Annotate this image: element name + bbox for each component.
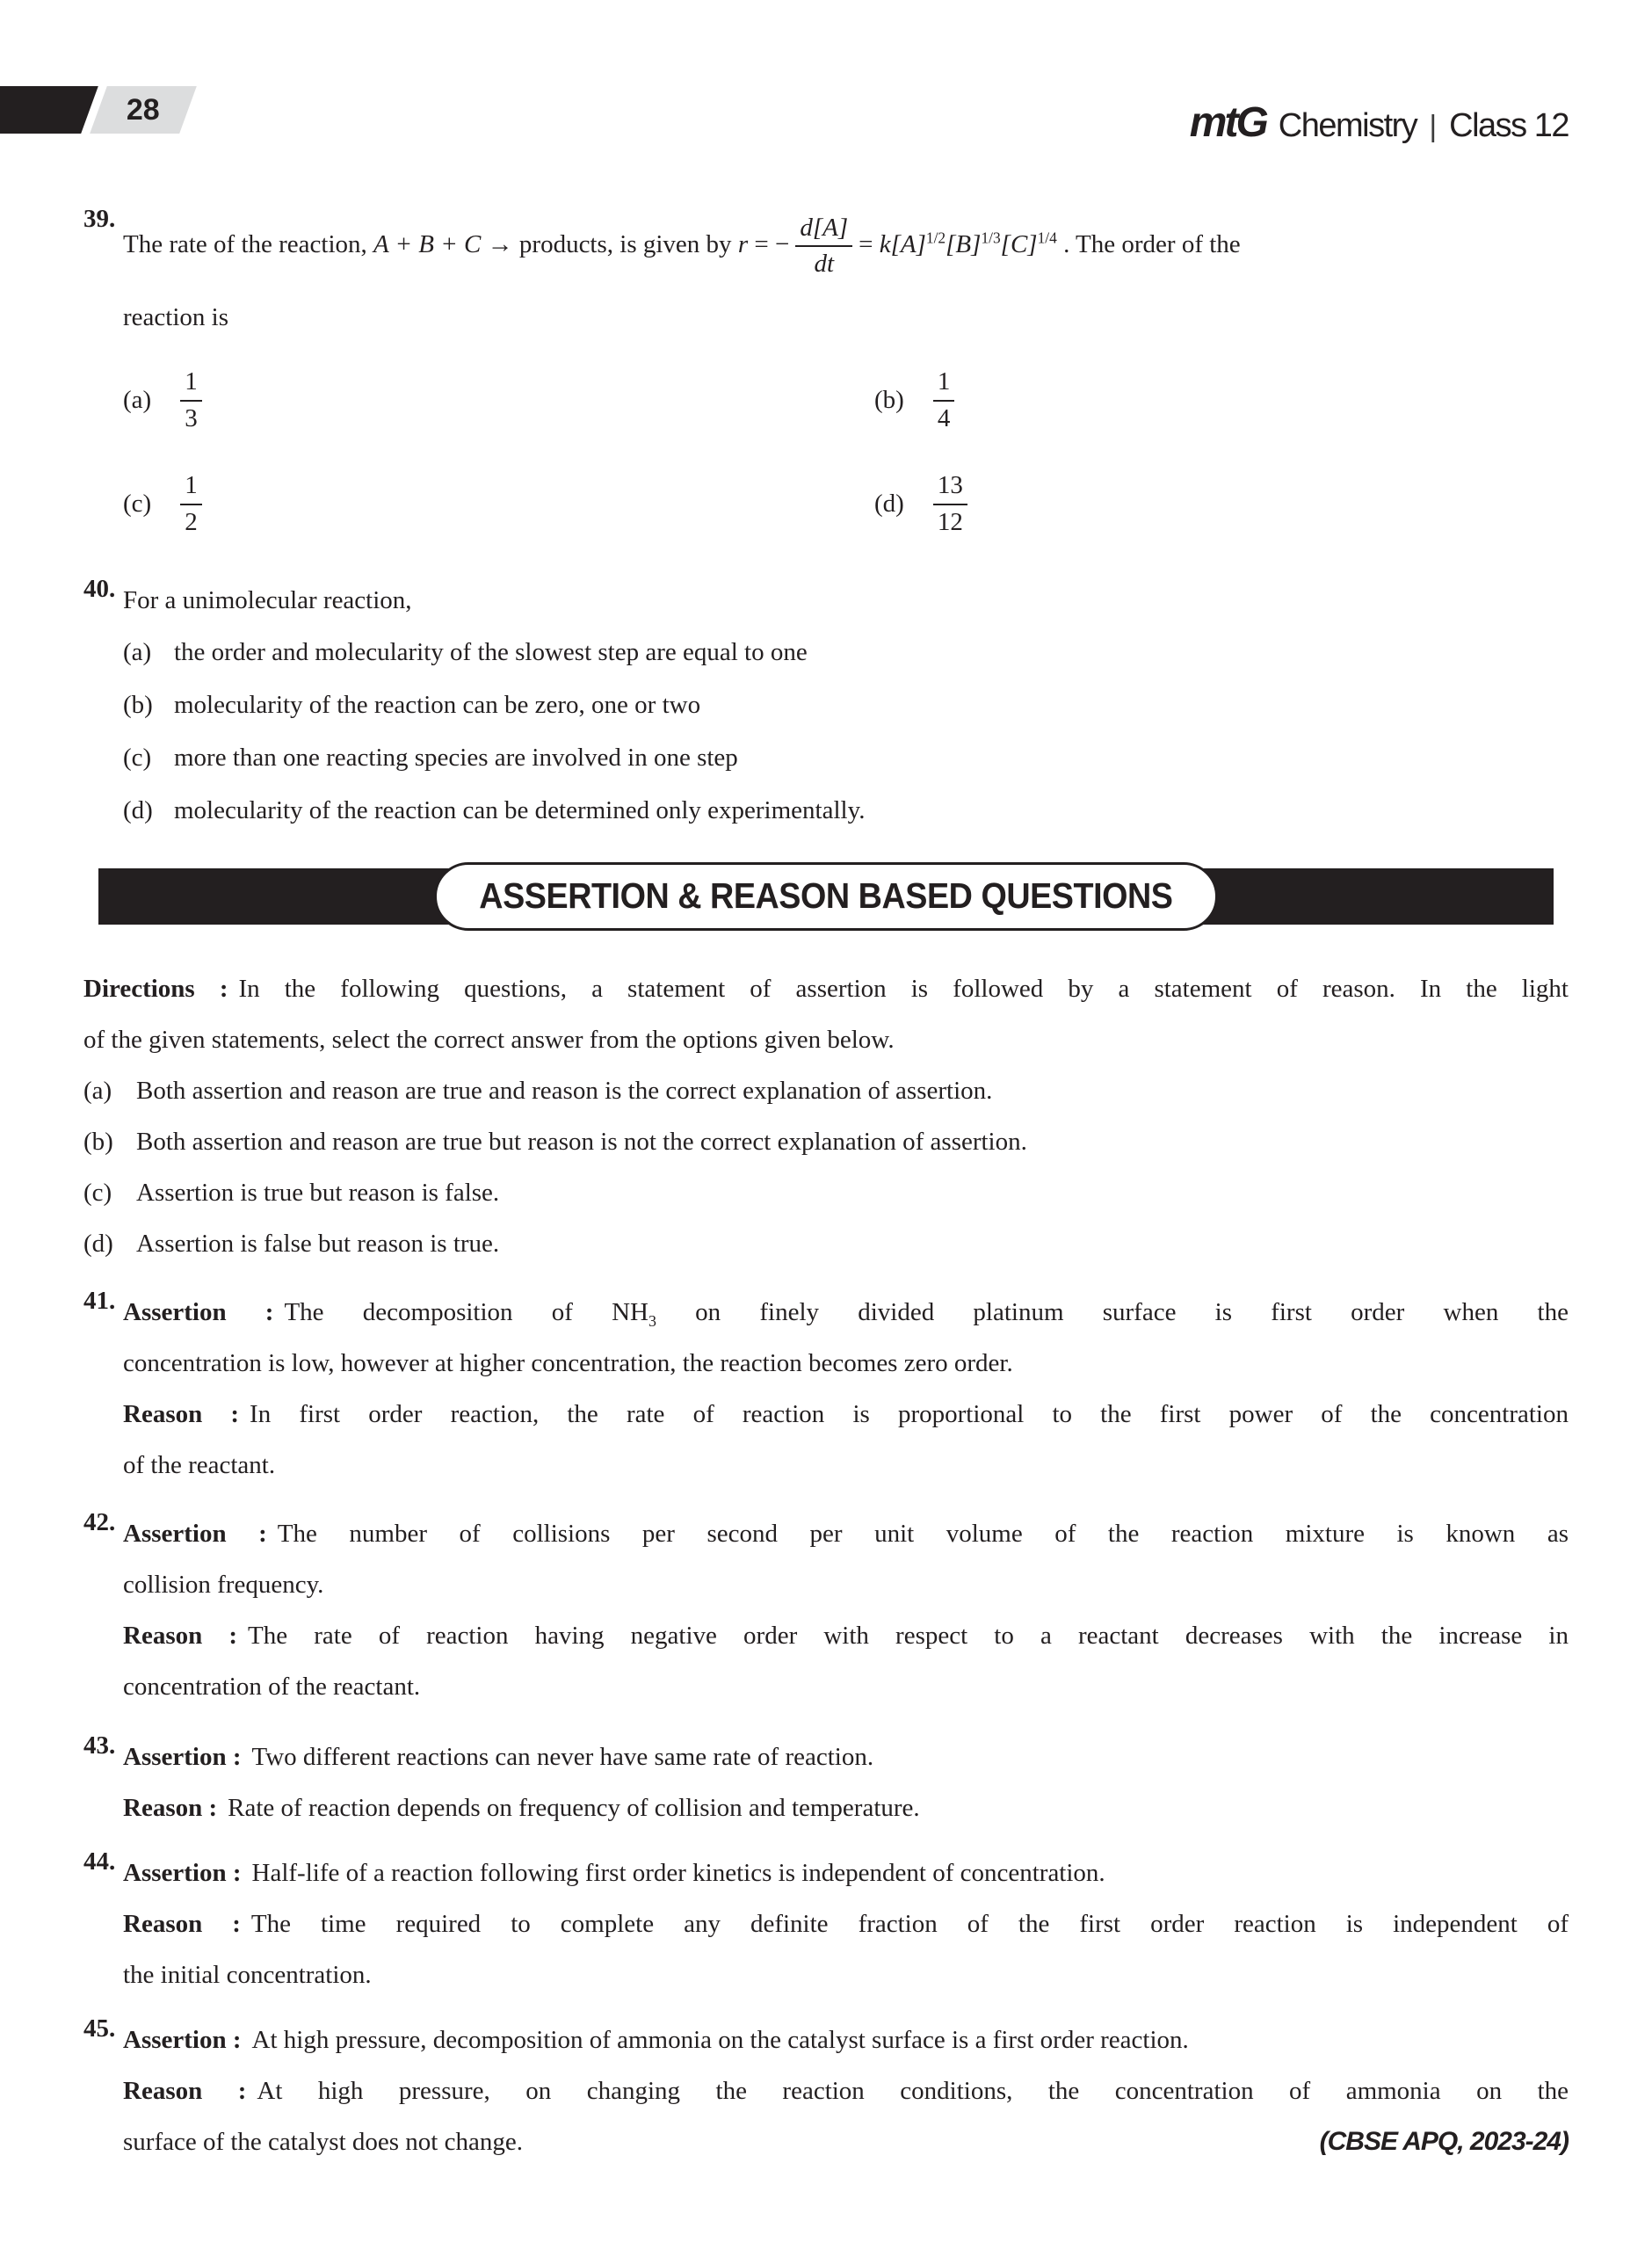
mtg-logo: mtG [1189, 99, 1266, 146]
reason-label: Reason : [123, 1909, 241, 1938]
rate-constant: k [879, 230, 891, 258]
page-content [0, 205, 1652, 2167]
question-body [123, 1287, 1569, 1491]
option-c [83, 461, 874, 548]
question-body [123, 1508, 1569, 1712]
option-label: (b) [874, 386, 904, 415]
assertion-line1 [123, 1731, 1569, 1782]
question-number: 42. [83, 1507, 116, 1536]
reason-text: surface of the catalyst does not change. [123, 2127, 523, 2156]
question-44 [83, 1847, 1569, 2000]
fraction-numerator: d[A] [795, 214, 852, 247]
assertion-text: The decomposition of NH [284, 1297, 648, 1326]
reason-line2 [123, 2116, 1569, 2167]
fraction-denominator: 12 [937, 507, 963, 536]
question-40 [83, 575, 1569, 837]
assertion-line2: concentration is low, however at higher concentration, the reaction becomes zero order. [123, 1348, 1013, 1377]
option-label: (a) [83, 1076, 112, 1105]
assertion-line1 [123, 2014, 1569, 2065]
directions-line1 [83, 963, 1569, 1014]
assertion-text: Two different reactions can never have same rate of reaction. [251, 1742, 874, 1771]
q39-equals2: = [859, 230, 880, 258]
question-39 [83, 205, 1569, 343]
q39-formula-line [123, 214, 1569, 279]
fraction-denominator: 3 [185, 403, 198, 432]
rate-fraction [795, 214, 852, 279]
reason-line1 [123, 1610, 1569, 1661]
option-d [874, 461, 1569, 548]
term-C-exponent: 1/4 [1037, 229, 1057, 247]
subject-title: Chemistry [1278, 107, 1417, 144]
fraction-numerator: 1 [933, 367, 955, 401]
directions [83, 963, 1569, 1269]
question-number: 43. [83, 1731, 116, 1760]
assertion-line1 [123, 1508, 1569, 1559]
page-number: 28 [127, 92, 160, 127]
option-a [83, 1065, 1569, 1116]
page-header [0, 0, 1652, 145]
reason-line1 [123, 1898, 1569, 1949]
question-45 [83, 2014, 1569, 2167]
option-text: Both assertion and reason are true and reason is the correct explanation of assertion. [136, 1076, 993, 1105]
reason-text: The time required to complete any definite fraction of the first order reaction is independent of [250, 1909, 1569, 1938]
rate-variable: r [737, 230, 749, 258]
header-separator: | [1429, 110, 1438, 143]
reason-text: Rate of reaction depends on frequency of collision and temperature. [228, 1793, 920, 1822]
option-d [123, 784, 1569, 837]
assertion-text: The number of collisions per second per unit volume of the reaction mixture is known as [277, 1519, 1569, 1548]
option-text: molecularity of the reaction can be determined only experimentally. [174, 795, 866, 824]
assertion-line2: collision frequency. [123, 1570, 324, 1599]
q39-text: The rate of the reaction, [123, 230, 374, 258]
fraction-denominator: 4 [937, 403, 951, 432]
option-label: (c) [123, 743, 152, 772]
question-43 [83, 1731, 1569, 1833]
question-41 [83, 1287, 1569, 1491]
option-text: Assertion is true but reason is false. [136, 1178, 500, 1207]
option-label: (d) [874, 490, 904, 519]
q40-text: For a unimolecular reaction, [123, 585, 412, 614]
option-label: (a) [123, 637, 152, 666]
option-fraction [180, 471, 202, 537]
term-A-exponent: 1/2 [925, 229, 946, 247]
option-label: (a) [123, 386, 152, 415]
q39-text: → products, is given by [481, 230, 738, 258]
assertion-line1 [123, 1847, 1569, 1898]
option-a [123, 626, 1569, 679]
question-source: (CBSE APQ, 2023-24) [1319, 2126, 1569, 2156]
reason-line1 [123, 1389, 1569, 1440]
banner-pill [434, 862, 1218, 931]
option-fraction [933, 367, 955, 433]
question-number: 45. [83, 2014, 116, 2043]
option-a [83, 357, 874, 445]
assertion-text: At high pressure, decomposition of ammonia on the catalyst surface is a first order reaction. [251, 2025, 1189, 2054]
option-fraction [180, 367, 202, 433]
directions-text: In the following questions, a statement of assertion is followed by a statement of reason. In the light [238, 974, 1569, 1003]
question-number: 39. [83, 205, 116, 233]
fraction-denominator: dt [814, 250, 834, 279]
option-d [83, 1218, 1569, 1269]
fraction-numerator: 1 [180, 471, 202, 504]
assertion-line1 [123, 1287, 1569, 1338]
option-label: (c) [83, 1178, 112, 1207]
reason-line2: concentration of the reactant. [123, 1672, 421, 1701]
question-number: 41. [83, 1286, 116, 1315]
option-text: Both assertion and reason are true but reason is not the correct explanation of assertion. [136, 1127, 1027, 1156]
option-text: more than one reacting species are involved in one step [174, 743, 738, 772]
assertion-label: Assertion : [123, 1858, 242, 1887]
term-B: [B] [946, 230, 982, 258]
option-text: molecularity of the reaction can be zero, one or two [174, 690, 701, 719]
fraction-denominator: 2 [185, 507, 198, 536]
page-number-badge [90, 86, 197, 134]
question-body [123, 1731, 1569, 1833]
term-C: [C] [1000, 230, 1038, 258]
reason-text: In first order reaction, the rate of reaction is proportional to the first power of the concentration [250, 1399, 1569, 1428]
q39-text-line2: reaction is [123, 302, 228, 331]
reason-label: Reason : [123, 1793, 218, 1822]
option-text: Assertion is false but reason is true. [136, 1229, 500, 1258]
option-b [83, 1116, 1569, 1167]
option-label: (b) [83, 1127, 113, 1156]
option-c [123, 731, 1569, 784]
assertion-label: Assertion : [123, 2025, 242, 2054]
reason-line1 [123, 2065, 1569, 2116]
reason-line2: the initial concentration. [123, 1960, 372, 1989]
assertion-text: Half-life of a reaction following first order kinetics is independent of concentration. [251, 1858, 1105, 1887]
reason-label: Reason : [123, 2076, 247, 2105]
question-body [123, 575, 1569, 837]
section-banner [83, 868, 1569, 925]
directions-label: Directions : [83, 974, 228, 1003]
q39-text: . The order of the [1056, 230, 1241, 258]
question-42 [83, 1508, 1569, 1712]
directions-line2: of the given statements, select the correct answer from the options given below. [83, 1025, 895, 1054]
assertion-text: on finely divided platinum surface is first order when the [656, 1297, 1569, 1326]
option-fraction [933, 471, 967, 537]
option-b [874, 357, 1569, 445]
fraction-numerator: 13 [933, 471, 967, 504]
q39-options [83, 357, 1569, 548]
reason-text: At high pressure, on changing the reaction conditions, the concentration of ammonia on the [257, 2076, 1569, 2105]
option-text: the order and molecularity of the slowest step are equal to one [174, 637, 808, 666]
option-label: (c) [123, 490, 152, 519]
brand-header [1190, 98, 1569, 147]
reason-line2: of the reactant. [123, 1450, 276, 1479]
class-label: Class 12 [1449, 107, 1569, 144]
option-b [123, 679, 1569, 731]
page-number-badge-black [0, 86, 98, 134]
term-A: [A] [890, 230, 926, 258]
fraction-numerator: 1 [180, 367, 202, 401]
option-label: (b) [123, 690, 153, 719]
nh3-subscript: 3 [648, 1311, 656, 1330]
reason-text: The rate of reaction having negative order with respect to a reactant decreases with the increase in [248, 1621, 1569, 1650]
question-body [123, 205, 1569, 343]
assertion-label: Assertion : [123, 1742, 242, 1771]
option-c [83, 1167, 1569, 1218]
question-number: 44. [83, 1847, 116, 1876]
question-number: 40. [83, 574, 116, 603]
option-label: (d) [123, 795, 153, 824]
q39-reaction: A + B + C [373, 230, 482, 258]
term-B-exponent: 1/3 [981, 229, 1001, 247]
reason-label: Reason : [123, 1621, 238, 1650]
option-label: (d) [83, 1229, 113, 1258]
q39-equals: = − [748, 230, 790, 258]
reason-label: Reason : [123, 1399, 240, 1428]
question-body [123, 1847, 1569, 2000]
question-body [123, 2014, 1569, 2167]
section-title: ASSERTION & REASON BASED QUESTIONS [479, 875, 1173, 917]
assertion-label: Assertion : [123, 1297, 274, 1326]
reason-line1 [123, 1782, 1569, 1833]
assertion-label: Assertion : [123, 1519, 267, 1548]
